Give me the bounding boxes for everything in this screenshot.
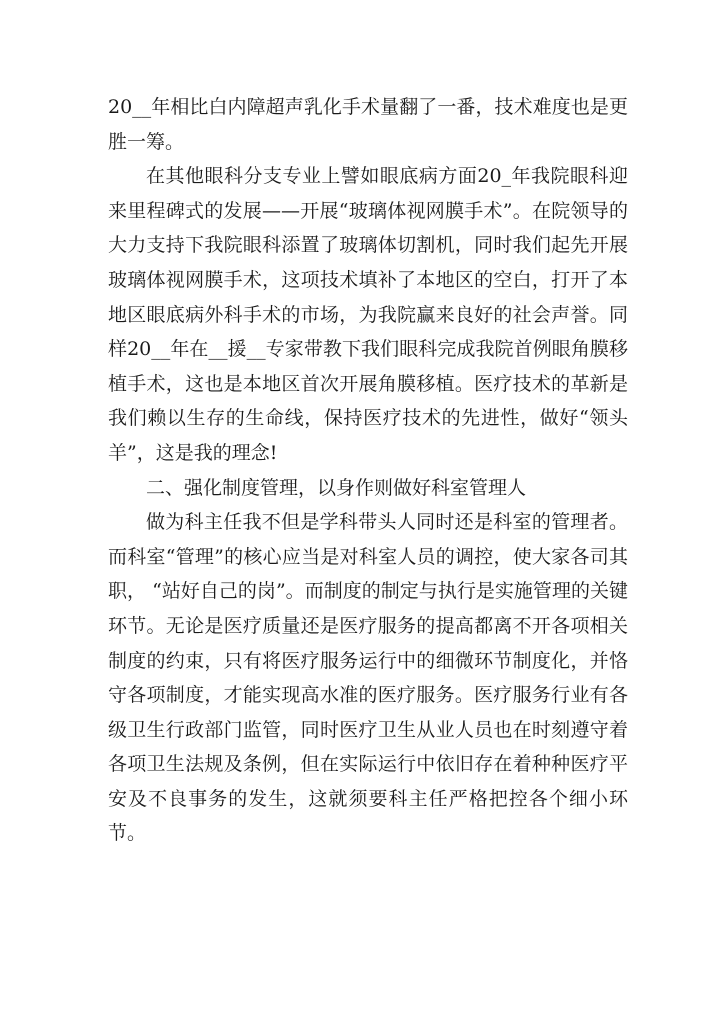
paragraph-continuation: 20__年相比白内障超声乳化手术量翻了一番，技术难度也是更胜一筹。 <box>108 96 628 153</box>
document-body <box>108 90 628 851</box>
paragraph-management: 做为科主任我不但是学科带头人同时还是科室的管理者。而科室“管理”的核心应当是对科室人员的调控，使大家各司其职， “站好自己的岗”。而制度的制定与执行是实施管理的关键环节。无论是医疗质量还是医疗服务的提高都离不开各项相关制度的约束，只有将医疗服务运行中的细微环节制度化，并恪守各项制度，才能实现高水准的医疗服务。医疗服务行业有各级卫生行政部门监管，同时医疗卫生从业人员也在时刻遵守着各项卫生法规及条例，但在实际运行中依旧存在着种种医疗平安及不良事务的发生，这就须要科主任严格把控各个细小环节。 <box>108 511 628 845</box>
section-heading: 二、强化制度管理，以身作则做好科室管理人 <box>146 476 527 499</box>
paragraph-vitreoretinal-surgery: 在其他眼科分支专业上譬如眼底病方面20_年我院眼科迎来里程碑式的发展——开展“玻璃体视网膜手术”。在院领导的大力支持下我院眼科添置了玻璃体切割机，同时我们起先开展玻璃体视网膜手术，这项技术填补了本地区的空白，打开了本地区眼底病外科手术的市场，为我院赢来良好的社会声誉。同样20__年在__援__专家带教下我们眼科完成我院首例眼角膜移植手术，这也是本地区首次开展角膜移植。医疗技术的革新是我们赖以生存的生命线，保持医疗技术的先进性，做好“领头羊”，这是我的理念! <box>108 165 628 464</box>
